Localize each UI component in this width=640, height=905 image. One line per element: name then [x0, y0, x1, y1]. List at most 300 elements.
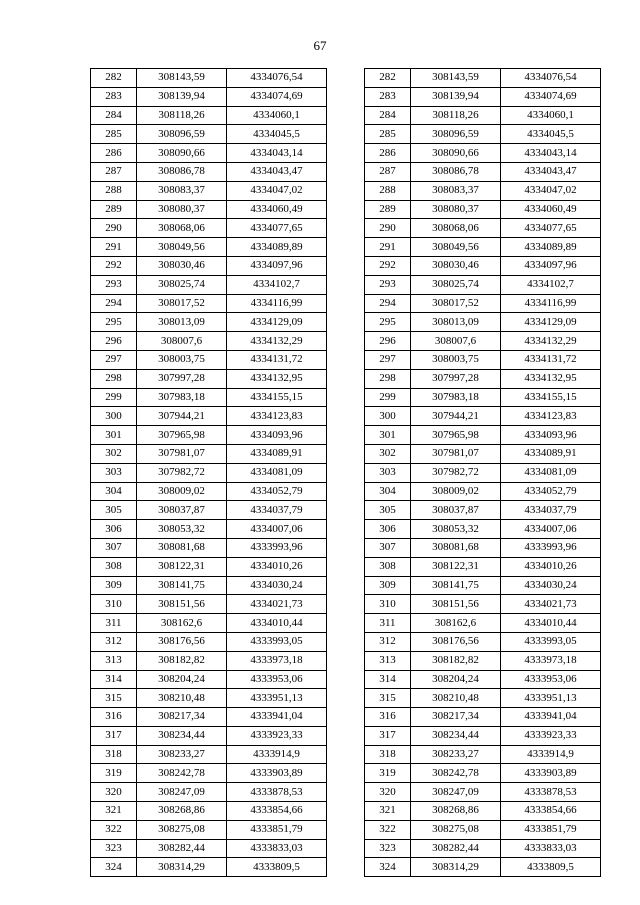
x-coordinate-cell: 307944,21 [411, 407, 501, 426]
y-coordinate-cell: 4334043,47 [227, 162, 327, 181]
point-number-cell: 283 [365, 87, 411, 106]
table-row [91, 426, 327, 445]
point-number-cell: 314 [365, 670, 411, 689]
y-coordinate-cell: 4334077,65 [227, 219, 327, 238]
y-coordinate-cell: 4334089,91 [501, 444, 601, 463]
x-coordinate-cell: 307983,18 [411, 388, 501, 407]
x-coordinate-cell: 308013,09 [411, 313, 501, 332]
x-coordinate-cell: 308037,87 [137, 501, 227, 520]
x-coordinate-cell: 308053,32 [411, 520, 501, 539]
x-coordinate-cell: 308053,32 [137, 520, 227, 539]
y-coordinate-cell: 4334097,96 [501, 256, 601, 275]
y-coordinate-cell: 4333914,9 [501, 745, 601, 764]
x-coordinate-cell: 307965,98 [411, 426, 501, 445]
table-row [365, 463, 601, 482]
point-number-cell: 315 [365, 689, 411, 708]
table-row [365, 294, 601, 313]
table-row [365, 839, 601, 858]
point-number-cell: 310 [365, 595, 411, 614]
table-row [365, 651, 601, 670]
x-coordinate-cell: 308233,27 [137, 745, 227, 764]
x-coordinate-cell: 308080,37 [137, 200, 227, 219]
point-number-cell: 287 [365, 162, 411, 181]
point-number-cell: 295 [91, 313, 137, 332]
point-number-cell: 304 [365, 482, 411, 501]
x-coordinate-cell: 307997,28 [411, 369, 501, 388]
y-coordinate-cell: 4334074,69 [227, 87, 327, 106]
table-row [91, 651, 327, 670]
point-number-cell: 300 [91, 407, 137, 426]
point-number-cell: 290 [91, 219, 137, 238]
y-coordinate-cell: 4334132,29 [227, 332, 327, 351]
y-coordinate-cell: 4333993,05 [227, 632, 327, 651]
y-coordinate-cell: 4333953,06 [501, 670, 601, 689]
x-coordinate-cell: 308083,37 [137, 181, 227, 200]
x-coordinate-cell: 308268,86 [137, 802, 227, 821]
y-coordinate-cell: 4334081,09 [227, 463, 327, 482]
point-number-cell: 306 [91, 520, 137, 539]
y-coordinate-cell: 4334030,24 [501, 576, 601, 595]
x-coordinate-cell: 308080,37 [411, 200, 501, 219]
y-coordinate-cell: 4334129,09 [227, 313, 327, 332]
y-coordinate-cell: 4334093,96 [227, 426, 327, 445]
point-number-cell: 291 [91, 238, 137, 257]
point-number-cell: 311 [91, 614, 137, 633]
table-row [365, 595, 601, 614]
table-row [365, 407, 601, 426]
point-number-cell: 324 [365, 858, 411, 877]
point-number-cell: 313 [91, 651, 137, 670]
y-coordinate-cell: 4334043,47 [501, 162, 601, 181]
point-number-cell: 322 [365, 820, 411, 839]
point-number-cell: 295 [365, 313, 411, 332]
table-row [365, 219, 601, 238]
x-coordinate-cell: 308204,24 [411, 670, 501, 689]
table-row [91, 125, 327, 144]
table-row [91, 87, 327, 106]
x-coordinate-cell: 307982,72 [411, 463, 501, 482]
x-coordinate-cell: 308083,37 [411, 181, 501, 200]
y-coordinate-cell: 4334077,65 [501, 219, 601, 238]
table-row [91, 745, 327, 764]
point-number-cell: 324 [91, 858, 137, 877]
point-number-cell: 287 [91, 162, 137, 181]
point-number-cell: 309 [365, 576, 411, 595]
table-row [91, 463, 327, 482]
x-coordinate-cell: 308030,46 [137, 256, 227, 275]
table-row [365, 557, 601, 576]
point-number-cell: 296 [365, 332, 411, 351]
x-coordinate-cell: 308204,24 [137, 670, 227, 689]
table-row [365, 520, 601, 539]
table-row [365, 106, 601, 125]
point-number-cell: 320 [91, 783, 137, 802]
table-row [91, 632, 327, 651]
x-coordinate-cell: 307997,28 [137, 369, 227, 388]
x-coordinate-cell: 308210,48 [137, 689, 227, 708]
x-coordinate-cell: 308013,09 [137, 313, 227, 332]
table-row [365, 576, 601, 595]
x-coordinate-cell: 308081,68 [137, 538, 227, 557]
y-coordinate-cell: 4334007,06 [227, 520, 327, 539]
table-row [91, 106, 327, 125]
y-coordinate-cell: 4334021,73 [227, 595, 327, 614]
y-coordinate-cell: 4334010,44 [501, 614, 601, 633]
point-number-cell: 302 [91, 444, 137, 463]
x-coordinate-cell: 308182,82 [137, 651, 227, 670]
table-row [91, 238, 327, 257]
y-coordinate-cell: 4333903,89 [227, 764, 327, 783]
y-coordinate-cell: 4333809,5 [227, 858, 327, 877]
table-row [91, 294, 327, 313]
x-coordinate-cell: 308007,6 [411, 332, 501, 351]
y-coordinate-cell: 4334010,26 [227, 557, 327, 576]
y-coordinate-cell: 4333914,9 [227, 745, 327, 764]
table-row [91, 614, 327, 633]
point-number-cell: 293 [91, 275, 137, 294]
point-number-cell: 318 [365, 745, 411, 764]
point-number-cell: 309 [91, 576, 137, 595]
table-row [91, 369, 327, 388]
x-coordinate-cell: 308210,48 [411, 689, 501, 708]
point-number-cell: 314 [91, 670, 137, 689]
table-row [91, 444, 327, 463]
table-row [91, 332, 327, 351]
x-coordinate-cell: 308007,6 [137, 332, 227, 351]
x-coordinate-cell: 308090,66 [137, 144, 227, 163]
y-coordinate-cell: 4333973,18 [227, 651, 327, 670]
x-coordinate-cell: 308233,27 [411, 745, 501, 764]
table-row [365, 501, 601, 520]
table-row [365, 426, 601, 445]
x-coordinate-cell: 307982,72 [137, 463, 227, 482]
table-row [91, 538, 327, 557]
x-coordinate-cell: 308151,56 [411, 595, 501, 614]
y-coordinate-cell: 4333851,79 [501, 820, 601, 839]
table-row [91, 595, 327, 614]
y-coordinate-cell: 4334074,69 [501, 87, 601, 106]
table-row [91, 520, 327, 539]
table-row [365, 783, 601, 802]
y-coordinate-cell: 4334037,79 [227, 501, 327, 520]
x-coordinate-cell: 308151,56 [137, 595, 227, 614]
point-number-cell: 284 [365, 106, 411, 125]
x-coordinate-cell: 307944,21 [137, 407, 227, 426]
table-row [365, 256, 601, 275]
y-coordinate-cell: 4333854,66 [501, 802, 601, 821]
table-row [91, 802, 327, 821]
point-number-cell: 321 [91, 802, 137, 821]
y-coordinate-cell: 4334123,83 [227, 407, 327, 426]
point-number-cell: 313 [365, 651, 411, 670]
y-coordinate-cell: 4333903,89 [501, 764, 601, 783]
coordinates-table-left [90, 68, 327, 877]
y-coordinate-cell: 4334076,54 [501, 69, 601, 88]
x-coordinate-cell: 308182,82 [411, 651, 501, 670]
x-coordinate-cell: 308162,6 [411, 614, 501, 633]
table-row [365, 332, 601, 351]
y-coordinate-cell: 4334045,5 [227, 125, 327, 144]
point-number-cell: 285 [91, 125, 137, 144]
page-number: 67 [313, 38, 327, 53]
table-row [365, 802, 601, 821]
table-row [91, 162, 327, 181]
point-number-cell: 290 [365, 219, 411, 238]
y-coordinate-cell: 4334102,7 [227, 275, 327, 294]
table-row [365, 369, 601, 388]
x-coordinate-cell: 308009,02 [411, 482, 501, 501]
y-coordinate-cell: 4334052,79 [501, 482, 601, 501]
table-row [91, 726, 327, 745]
y-coordinate-cell: 4334132,95 [501, 369, 601, 388]
x-coordinate-cell: 308143,59 [137, 69, 227, 88]
x-coordinate-cell: 308282,44 [137, 839, 227, 858]
table-row [365, 162, 601, 181]
table-row [91, 708, 327, 727]
point-number-cell: 292 [365, 256, 411, 275]
point-number-cell: 315 [91, 689, 137, 708]
x-coordinate-cell: 308037,87 [411, 501, 501, 520]
y-coordinate-cell: 4334131,72 [227, 350, 327, 369]
x-coordinate-cell: 308314,29 [411, 858, 501, 877]
y-coordinate-cell: 4334010,44 [227, 614, 327, 633]
y-coordinate-cell: 4334102,7 [501, 275, 601, 294]
point-number-cell: 303 [91, 463, 137, 482]
point-number-cell: 282 [365, 69, 411, 88]
y-coordinate-cell: 4334010,26 [501, 557, 601, 576]
point-number-cell: 310 [91, 595, 137, 614]
x-coordinate-cell: 308242,78 [137, 764, 227, 783]
point-number-cell: 311 [365, 614, 411, 633]
x-coordinate-cell: 308141,75 [137, 576, 227, 595]
x-coordinate-cell: 308217,34 [137, 708, 227, 727]
x-coordinate-cell: 308049,56 [137, 238, 227, 257]
y-coordinate-cell: 4334021,73 [501, 595, 601, 614]
point-number-cell: 323 [91, 839, 137, 858]
y-coordinate-cell: 4333878,53 [501, 783, 601, 802]
y-coordinate-cell: 4334060,1 [501, 106, 601, 125]
y-coordinate-cell: 4333851,79 [227, 820, 327, 839]
y-coordinate-cell: 4333941,04 [501, 708, 601, 727]
table-row [365, 125, 601, 144]
table-row [91, 858, 327, 877]
table-row [91, 181, 327, 200]
y-coordinate-cell: 4333993,96 [227, 538, 327, 557]
point-number-cell: 294 [91, 294, 137, 313]
y-coordinate-cell: 4334129,09 [501, 313, 601, 332]
x-coordinate-cell: 308141,75 [411, 576, 501, 595]
point-number-cell: 298 [91, 369, 137, 388]
x-coordinate-cell: 308247,09 [411, 783, 501, 802]
table-row [91, 501, 327, 520]
y-coordinate-cell: 4334030,24 [227, 576, 327, 595]
table-row [91, 407, 327, 426]
table-row [91, 689, 327, 708]
y-coordinate-cell: 4333923,33 [501, 726, 601, 745]
y-coordinate-cell: 4334131,72 [501, 350, 601, 369]
x-coordinate-cell: 308143,59 [411, 69, 501, 88]
table-row [91, 576, 327, 595]
table-row [91, 144, 327, 163]
y-coordinate-cell: 4333878,53 [227, 783, 327, 802]
x-coordinate-cell: 308122,31 [137, 557, 227, 576]
x-coordinate-cell: 308025,74 [411, 275, 501, 294]
x-coordinate-cell: 308049,56 [411, 238, 501, 257]
y-coordinate-cell: 4334037,79 [501, 501, 601, 520]
point-number-cell: 316 [91, 708, 137, 727]
point-number-cell: 294 [365, 294, 411, 313]
point-number-cell: 308 [91, 557, 137, 576]
y-coordinate-cell: 4334060,1 [227, 106, 327, 125]
x-coordinate-cell: 308086,78 [411, 162, 501, 181]
x-coordinate-cell: 307965,98 [137, 426, 227, 445]
point-number-cell: 302 [365, 444, 411, 463]
y-coordinate-cell: 4334081,09 [501, 463, 601, 482]
table-row [365, 444, 601, 463]
table-row [91, 219, 327, 238]
table-row [91, 839, 327, 858]
point-number-cell: 297 [365, 350, 411, 369]
table-row [365, 275, 601, 294]
point-number-cell: 307 [365, 538, 411, 557]
point-number-cell: 303 [365, 463, 411, 482]
x-coordinate-cell: 308176,56 [411, 632, 501, 651]
table-row [91, 783, 327, 802]
table-row [365, 726, 601, 745]
table-row [365, 858, 601, 877]
point-number-cell: 298 [365, 369, 411, 388]
point-number-cell: 299 [365, 388, 411, 407]
y-coordinate-cell: 4334116,99 [227, 294, 327, 313]
table-row [365, 745, 601, 764]
point-number-cell: 301 [91, 426, 137, 445]
table-row [365, 538, 601, 557]
x-coordinate-cell: 308139,94 [411, 87, 501, 106]
table-row [365, 313, 601, 332]
point-number-cell: 306 [365, 520, 411, 539]
point-number-cell: 316 [365, 708, 411, 727]
point-number-cell: 286 [91, 144, 137, 163]
x-coordinate-cell: 308247,09 [137, 783, 227, 802]
point-number-cell: 285 [365, 125, 411, 144]
x-coordinate-cell: 307981,07 [411, 444, 501, 463]
x-coordinate-cell: 308003,75 [411, 350, 501, 369]
x-coordinate-cell: 308176,56 [137, 632, 227, 651]
point-number-cell: 284 [91, 106, 137, 125]
x-coordinate-cell: 308030,46 [411, 256, 501, 275]
x-coordinate-cell: 308096,59 [137, 125, 227, 144]
table-row [91, 764, 327, 783]
x-coordinate-cell: 308268,86 [411, 802, 501, 821]
y-coordinate-cell: 4333953,06 [227, 670, 327, 689]
point-number-cell: 320 [365, 783, 411, 802]
y-coordinate-cell: 4333833,03 [227, 839, 327, 858]
point-number-cell: 308 [365, 557, 411, 576]
point-number-cell: 318 [91, 745, 137, 764]
x-coordinate-cell: 308242,78 [411, 764, 501, 783]
y-coordinate-cell: 4334060,49 [501, 200, 601, 219]
x-coordinate-cell: 308282,44 [411, 839, 501, 858]
point-number-cell: 300 [365, 407, 411, 426]
table-row [365, 69, 601, 88]
table-row [91, 482, 327, 501]
y-coordinate-cell: 4334047,02 [227, 181, 327, 200]
y-coordinate-cell: 4334097,96 [227, 256, 327, 275]
point-number-cell: 317 [365, 726, 411, 745]
x-coordinate-cell: 308068,06 [411, 219, 501, 238]
y-coordinate-cell: 4334045,5 [501, 125, 601, 144]
table-row [91, 275, 327, 294]
x-coordinate-cell: 307983,18 [137, 388, 227, 407]
y-coordinate-cell: 4333951,13 [501, 689, 601, 708]
table-row [365, 482, 601, 501]
y-coordinate-cell: 4334007,06 [501, 520, 601, 539]
point-number-cell: 288 [365, 181, 411, 200]
y-coordinate-cell: 4334043,14 [501, 144, 601, 163]
table-row [365, 708, 601, 727]
point-number-cell: 322 [91, 820, 137, 839]
y-coordinate-cell: 4334132,29 [501, 332, 601, 351]
point-number-cell: 288 [91, 181, 137, 200]
table-row [91, 557, 327, 576]
y-coordinate-cell: 4333809,5 [501, 858, 601, 877]
x-coordinate-cell: 308086,78 [137, 162, 227, 181]
x-coordinate-cell: 308118,26 [411, 106, 501, 125]
x-coordinate-cell: 308068,06 [137, 219, 227, 238]
y-coordinate-cell: 4334123,83 [501, 407, 601, 426]
table-row [365, 689, 601, 708]
x-coordinate-cell: 308275,08 [411, 820, 501, 839]
table-row [365, 238, 601, 257]
x-coordinate-cell: 308122,31 [411, 557, 501, 576]
point-number-cell: 312 [365, 632, 411, 651]
x-coordinate-cell: 308139,94 [137, 87, 227, 106]
table-row [365, 388, 601, 407]
y-coordinate-cell: 4333833,03 [501, 839, 601, 858]
point-number-cell: 317 [91, 726, 137, 745]
y-coordinate-cell: 4334116,99 [501, 294, 601, 313]
point-number-cell: 289 [91, 200, 137, 219]
x-coordinate-cell: 308275,08 [137, 820, 227, 839]
y-coordinate-cell: 4334047,02 [501, 181, 601, 200]
point-number-cell: 323 [365, 839, 411, 858]
table-row [365, 144, 601, 163]
x-coordinate-cell: 308234,44 [137, 726, 227, 745]
point-number-cell: 319 [91, 764, 137, 783]
table-row [91, 670, 327, 689]
y-coordinate-cell: 4334155,15 [501, 388, 601, 407]
table-row [365, 614, 601, 633]
x-coordinate-cell: 308217,34 [411, 708, 501, 727]
point-number-cell: 293 [365, 275, 411, 294]
coordinates-table-right [364, 68, 601, 877]
point-number-cell: 291 [365, 238, 411, 257]
point-number-cell: 296 [91, 332, 137, 351]
x-coordinate-cell: 308017,52 [137, 294, 227, 313]
point-number-cell: 286 [365, 144, 411, 163]
y-coordinate-cell: 4333993,96 [501, 538, 601, 557]
point-number-cell: 307 [91, 538, 137, 557]
x-coordinate-cell: 308096,59 [411, 125, 501, 144]
y-coordinate-cell: 4334089,89 [501, 238, 601, 257]
table-row [365, 200, 601, 219]
x-coordinate-cell: 308017,52 [411, 294, 501, 313]
y-coordinate-cell: 4334155,15 [227, 388, 327, 407]
table-row [365, 350, 601, 369]
table-row [91, 200, 327, 219]
y-coordinate-cell: 4334043,14 [227, 144, 327, 163]
x-coordinate-cell: 308162,6 [137, 614, 227, 633]
